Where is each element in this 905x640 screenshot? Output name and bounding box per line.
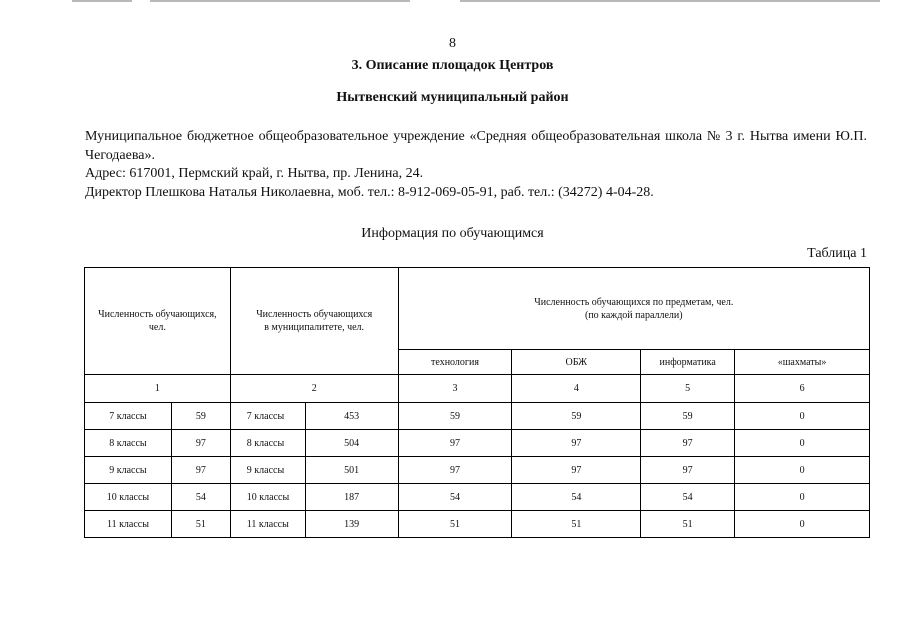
header-muni-count	[230, 268, 398, 375]
column-index: 5	[641, 375, 735, 403]
organization-name: Муниципальное бюджетное общеобразовательное учреждение «Средняя общеобразовательная школа № 3 г. Нытва имени Ю.П. Чегодаева».	[85, 129, 867, 163]
director-contacts: Директор Плешкова Наталья Николаевна, моб. тел.: 8-912-069-05-91, раб. тел.: (34272) 4-04-28.	[85, 185, 654, 200]
header-muni-count-line2: в муниципалитете, чел.	[264, 322, 365, 333]
informatics-count: 97	[641, 430, 735, 457]
school-count: 51	[171, 511, 230, 538]
obzh-count: 97	[512, 430, 641, 457]
table-row	[85, 457, 870, 484]
column-index: 3	[398, 375, 512, 403]
muni-count: 501	[305, 457, 398, 484]
grade-label: 7 классы	[230, 403, 305, 430]
table-row	[85, 511, 870, 538]
grade-label: 11 классы	[230, 511, 305, 538]
informatics-count: 59	[641, 403, 735, 430]
muni-count: 139	[305, 511, 398, 538]
school-count: 97	[171, 457, 230, 484]
chess-count: 0	[735, 457, 870, 484]
table-row	[85, 484, 870, 511]
header-subjects-line2: (по каждой параллели)	[584, 309, 683, 321]
table-caption: Таблица 1	[807, 246, 867, 261]
grade-label: 11 классы	[85, 511, 172, 538]
school-count: 59	[171, 403, 230, 430]
students-table	[84, 267, 870, 538]
subject-header: ОБЖ	[512, 350, 641, 375]
scan-artifact	[150, 0, 410, 2]
header-subjects-line1: Численность обучающихся по предметам, чел.	[534, 296, 734, 308]
informatics-count: 51	[641, 511, 735, 538]
chess-count: 0	[735, 511, 870, 538]
grade-label: 7 классы	[85, 403, 172, 430]
subject-header: «шахматы»	[735, 350, 870, 375]
table-header-row	[85, 268, 870, 350]
district-heading: Нытвенский муниципальный район	[336, 90, 569, 105]
obzh-count: 97	[512, 457, 641, 484]
header-school-count-line1: Численность обучающихся,	[98, 309, 217, 320]
subject-header: технология	[398, 350, 512, 375]
obzh-count: 59	[512, 403, 641, 430]
grade-label: 10 классы	[85, 484, 172, 511]
tech-count: 97	[398, 430, 512, 457]
muni-count: 187	[305, 484, 398, 511]
grade-label: 9 классы	[230, 457, 305, 484]
school-count: 54	[171, 484, 230, 511]
tech-count: 54	[398, 484, 512, 511]
muni-count: 453	[305, 403, 398, 430]
section-title: 3. Описание площадок Центров	[351, 58, 554, 73]
chess-count: 0	[735, 430, 870, 457]
page-number: 8	[449, 36, 456, 51]
table-row	[85, 430, 870, 457]
chess-count: 0	[735, 403, 870, 430]
informatics-count: 54	[641, 484, 735, 511]
info-title: Информация по обучающимся	[361, 226, 544, 241]
column-index: 6	[735, 375, 870, 403]
tech-count: 97	[398, 457, 512, 484]
header-subjects	[398, 268, 869, 350]
table-row	[85, 403, 870, 430]
chess-count: 0	[735, 484, 870, 511]
grade-label: 9 классы	[85, 457, 172, 484]
table-index-row	[85, 375, 870, 403]
column-index: 2	[230, 375, 398, 403]
school-count: 97	[171, 430, 230, 457]
subject-header: информатика	[641, 350, 735, 375]
tech-count: 59	[398, 403, 512, 430]
column-index: 4	[512, 375, 641, 403]
tech-count: 51	[398, 511, 512, 538]
grade-label: 8 классы	[230, 430, 305, 457]
informatics-count: 97	[641, 457, 735, 484]
header-muni-count-line1: Численность обучающихся	[256, 309, 373, 320]
scan-artifact	[72, 0, 132, 2]
header-school-count	[85, 268, 231, 375]
header-school-count-line2: чел.	[148, 322, 166, 333]
muni-count: 504	[305, 430, 398, 457]
scan-artifact	[460, 0, 880, 2]
obzh-count: 51	[512, 511, 641, 538]
column-index: 1	[85, 375, 231, 403]
address: Адрес: 617001, Пермский край, г. Нытва, пр. Ленина, 24.	[85, 166, 424, 181]
grade-label: 8 классы	[85, 430, 172, 457]
grade-label: 10 классы	[230, 484, 305, 511]
obzh-count: 54	[512, 484, 641, 511]
